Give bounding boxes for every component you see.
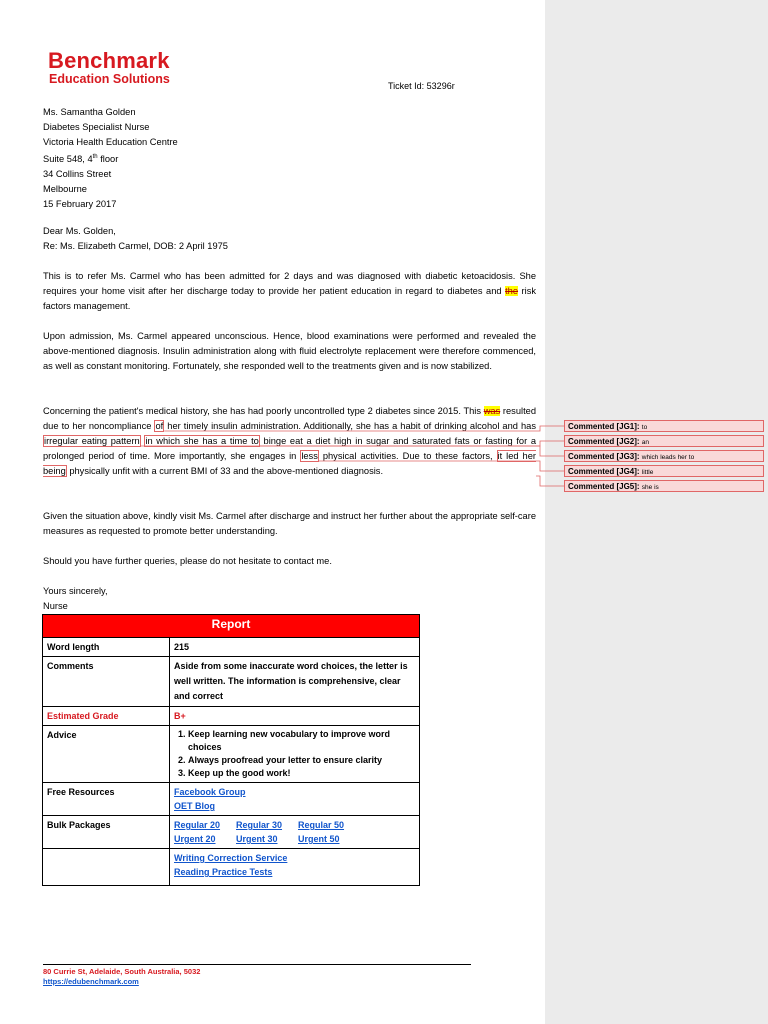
comment-jg2[interactable]: Commented [JG2]: an (564, 435, 764, 447)
urgent-50-link[interactable]: Urgent 50 (298, 834, 340, 844)
grade-value: B+ (170, 707, 420, 726)
address-line: 34 Collins Street (43, 169, 112, 180)
grade-label: Estimated Grade (43, 707, 170, 726)
deleted-word: the (505, 286, 519, 296)
address-line: Diabetes Specialist Nurse (43, 122, 150, 132)
free-resources (170, 783, 420, 816)
regular-20-link[interactable]: Regular 20 (174, 820, 221, 830)
paragraph-4: Given the situation above, kindly visit Ms. Carmel after discharge and instruct her further about the appropriate self-care measures as requested to promote better understanding. (43, 511, 536, 536)
advice-label: Advice (43, 726, 170, 783)
footer-divider (43, 964, 471, 965)
paragraph-2: Upon admission, Ms. Carmel appeared unconscious. Hence, blood examinations were performed and revealed the above-mentioned diagnosis. Insulin administration along with fluid electrolyte replacement were therefore commenced, as well as constant monitoring. Fortunately, she responded well to the treatments given and is now stabilized. (43, 331, 536, 371)
closing-line: Yours sincerely, (43, 586, 108, 596)
urgent-20-link[interactable]: Urgent 20 (174, 834, 216, 844)
commented-text-jg4[interactable]: less (301, 451, 318, 461)
commented-text-jg2[interactable]: irregular eating pattern (44, 436, 140, 446)
report-table (42, 614, 420, 886)
address-line: Ms. Samantha Golden (43, 107, 136, 117)
urgent-30-link[interactable]: Urgent 30 (236, 834, 278, 844)
oet-blog-link[interactable]: OET Blog (174, 801, 215, 811)
paragraph-3: Concerning the patient's medical history, she has had poorly uncontrolled type 2 diabetes since 2015. This was resulted due to her noncompliance of her timely insulin administration. Additionally, she has a habit of drinking alcohol and has irregular eating pattern in which she has a time to binge eat a diet high in sugar and saturated fats or fasting for a prolonged period of time. More importantly, she engages in less physical activities. Due to these factors, it led her being physically unfit with a current BMI of 33 and the above-mentioned diagnosis. (43, 406, 537, 476)
logo-title: Benchmark (48, 48, 170, 73)
report-title: Report (43, 615, 420, 638)
regular-30-link[interactable]: Regular 30 (236, 820, 283, 830)
paragraph-1: This is to refer Ms. Carmel who has been admitted for 2 days and was diagnosed with diabetic ketoacidosis. She requires your home visit after her discharge today to provide her patient education in regard to diabetes and the risk factors management. (43, 271, 537, 311)
letter-date: 15 February 2017 (43, 199, 117, 210)
word-length-label: Word length (43, 638, 170, 657)
benchmark-logo (48, 50, 170, 86)
signature-name: Nurse (43, 601, 68, 611)
address-line: Victoria Health Education Centre (43, 137, 178, 147)
footer (43, 967, 200, 987)
comment-jg1[interactable]: Commented [JG1]: to (564, 420, 764, 432)
comment-jg4[interactable]: Commented [JG4]: little (564, 465, 764, 477)
advice-item: 2. Always proofread your letter to ensure clarity (188, 754, 415, 767)
commented-text-jg5[interactable]: it led her being (43, 451, 536, 476)
writing-correction-link[interactable]: Writing Correction Service (174, 853, 288, 863)
commented-text-jg1[interactable]: of (155, 421, 164, 431)
bulk-packages (170, 816, 420, 849)
deleted-word: was (483, 406, 501, 416)
regular-50-link[interactable]: Regular 50 (298, 820, 345, 830)
footer-address: 80 Currie St, Adelaide, South Australia, 5032 (43, 967, 201, 976)
comment-jg5[interactable]: Commented [JG5]: she is (564, 480, 764, 492)
reading-practice-link[interactable]: Reading Practice Tests (174, 867, 273, 877)
free-resources-label: Free Resources (43, 783, 170, 816)
comment-jg3[interactable]: Commented [JG3]: which leads her to (564, 450, 764, 462)
bulk-packages-label: Bulk Packages (43, 816, 170, 849)
logo-subtitle: Education Solutions (49, 72, 170, 86)
recipient-address (43, 105, 178, 212)
services-label-cell (43, 849, 170, 886)
commented-text-jg3[interactable]: in which she has a time to (145, 436, 259, 446)
services (170, 849, 420, 886)
address-line: Suite 548, 4th floor (43, 154, 119, 165)
ticket-id: Ticket Id: 53296r (388, 81, 455, 91)
advice-item: 1. Keep learning new vocabulary to improve word choices (188, 728, 415, 754)
comments-label: Comments (43, 657, 170, 707)
re-line: Re: Ms. Elizabeth Carmel, DOB: 2 April 1975 (43, 241, 228, 251)
salutation: Dear Ms. Golden, (43, 226, 116, 236)
facebook-group-link[interactable]: Facebook Group (174, 787, 246, 797)
advice-item: 3. Keep up the good work! (188, 767, 415, 780)
salutation-block (43, 224, 228, 254)
advice-list (170, 726, 420, 783)
paragraph-5: Should you have further queries, please do not hesitate to contact me. (43, 556, 332, 566)
word-length-value: 215 (170, 638, 420, 657)
closing (43, 584, 108, 614)
comments-value: Aside from some inaccurate word choices, the letter is well written. The information is comprehensive, clear and correct (170, 657, 420, 707)
address-line: Melbourne (43, 184, 87, 195)
footer-url[interactable]: https://edubenchmark.com (43, 977, 139, 986)
comment-sidebar (545, 0, 768, 1024)
